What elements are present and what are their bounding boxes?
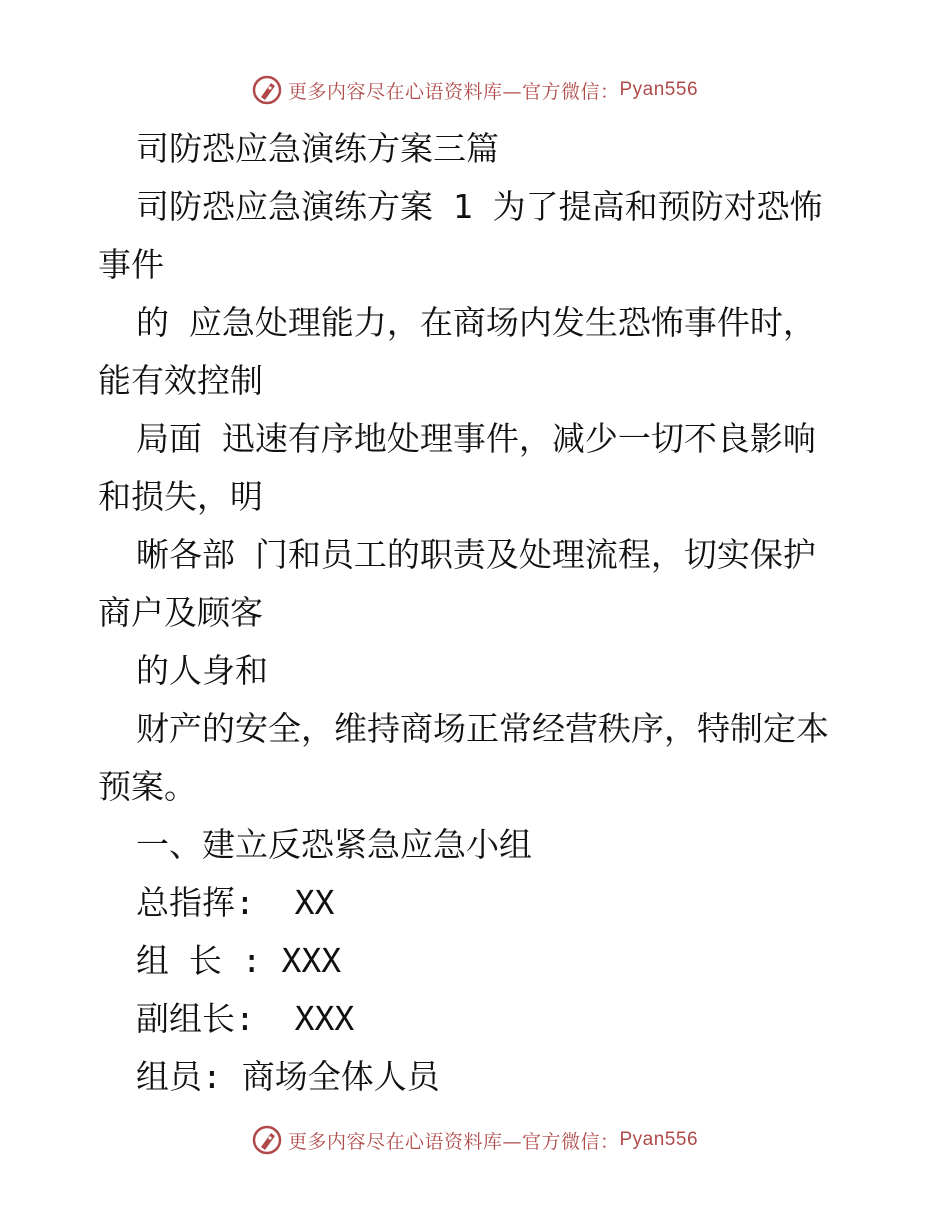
text-line: 的 应急处理能力，在商场内发生恐怖事件时， — [136, 303, 816, 342]
text-line: 和损失，明 — [98, 477, 263, 516]
text-line: 商户及顾客 — [98, 593, 263, 632]
text-line: 局面 迅速有序地处理事件，减少一切不良影响 — [136, 419, 816, 458]
text-line: 事件 — [98, 245, 164, 284]
document-body — [98, 120, 868, 1106]
banner-wechat-id: Pyan556 — [619, 79, 699, 100]
banner-text: 更多内容尽在心语资料库—官方微信： — [287, 1130, 620, 1153]
text-line: 组 长 : XXX — [136, 941, 342, 980]
banner-text: 更多内容尽在心语资料库—官方微信： — [287, 80, 620, 103]
text-line: 的人身和 — [136, 651, 268, 690]
text-line: 财产的安全，维持商场正常经营秩序，特制定本 — [136, 709, 829, 748]
text-line: 晰各部 门和员工的职责及处理流程，切实保护 — [136, 535, 816, 574]
text-line: 司防恐应急演练方案三篇 — [136, 129, 499, 168]
text-line: 组员: 商场全体人员 — [136, 1057, 440, 1096]
footer-banner — [0, 1120, 950, 1160]
text-line: 副组长: XXX — [136, 999, 355, 1038]
banner-wechat-id: Pyan556 — [619, 1129, 699, 1150]
text-line: 总指挥: XX — [136, 883, 335, 922]
text-line: 能有效控制 — [98, 361, 263, 400]
text-line: 预案。 — [98, 767, 197, 806]
header-banner — [0, 70, 950, 110]
pen-nib-logo-icon — [252, 75, 282, 105]
text-line: 司防恐应急演练方案 1 为了提高和预防对恐怖 — [136, 187, 823, 226]
pen-nib-logo-icon — [252, 1125, 282, 1155]
text-line: 一、建立反恐紧急应急小组 — [136, 825, 532, 864]
